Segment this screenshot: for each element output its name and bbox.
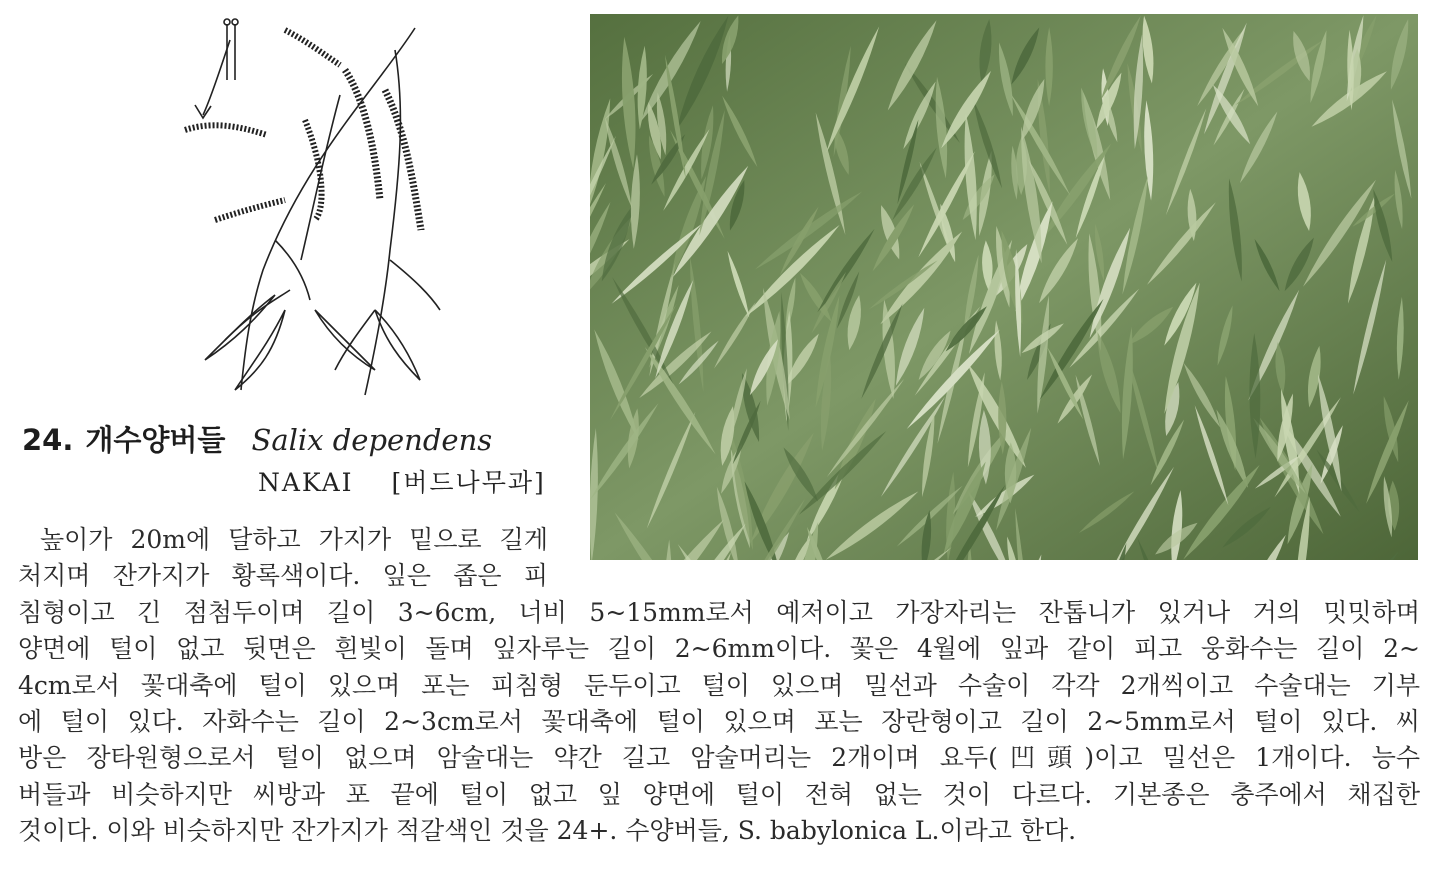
willow-photo: [590, 14, 1418, 560]
author-family-line: [258, 463, 546, 499]
description-line: 높이가 20m에 달하고 가지가 밑으로 길게: [40, 525, 548, 554]
description-line: 침형이고 긴 점첨두이며 길이 3~6cm, 너비 5~15mm로서 예저이고 가장자리는 잔톱니가 있거나 거의 밋밋하며: [18, 597, 1420, 627]
description-line: 에 털이 있다. 자화수는 길이 2~3cm로서 꽃대축에 털이 있으며 포는 장란형이고 길이 2~5mm로서 털이 있다. 씨: [18, 707, 1420, 737]
entry-number: 24.: [22, 423, 74, 457]
description-line: 양면에 털이 없고 뒷면은 흰빛이 돌며 잎자루는 길이 2~6mm이다. 꽃은 4월에 잎과 같이 피고 웅화수는 길이 2~: [18, 634, 1420, 664]
family-name: [버드나무과]: [391, 468, 546, 497]
description-line: 방은 장타원형으로서 털이 없으며 암술대는 약간 길고 암술머리는 2개이며 요두(凹頭)이고 밀선은 1개이다. 능수: [18, 743, 1420, 773]
author-name: NAKAI: [258, 468, 354, 497]
description-line: 4cm로서 꽃대축에 털이 있으며 포는 피침형 둔두이고 털이 있으며 밀선과 수술이 각각 2개씩이고 수술대는 기부: [18, 670, 1420, 700]
korean-name: 개수양버들: [85, 423, 226, 457]
description-line: 버들과 비슷하지만 씨방과 포 끝에 털이 없고 잎 양면에 털이 전혀 없는 것이 다르다. 기본종은 충주에서 채집한: [18, 779, 1420, 809]
description-line: 것이다. 이와 비슷하지만 잔가지가 적갈색인 것을 24+. 수양버들, S. babylonica L.이라고 한다.: [18, 816, 1077, 846]
scientific-name: Salix dependens: [251, 423, 493, 457]
botanical-illustration: [175, 10, 565, 405]
description-line: 처지며 잔가지가 황록색이다. 잎은 좁은 피: [18, 561, 548, 591]
species-title: [22, 418, 492, 462]
description: [18, 522, 1420, 850]
willow-leaves-image: [590, 14, 1418, 560]
